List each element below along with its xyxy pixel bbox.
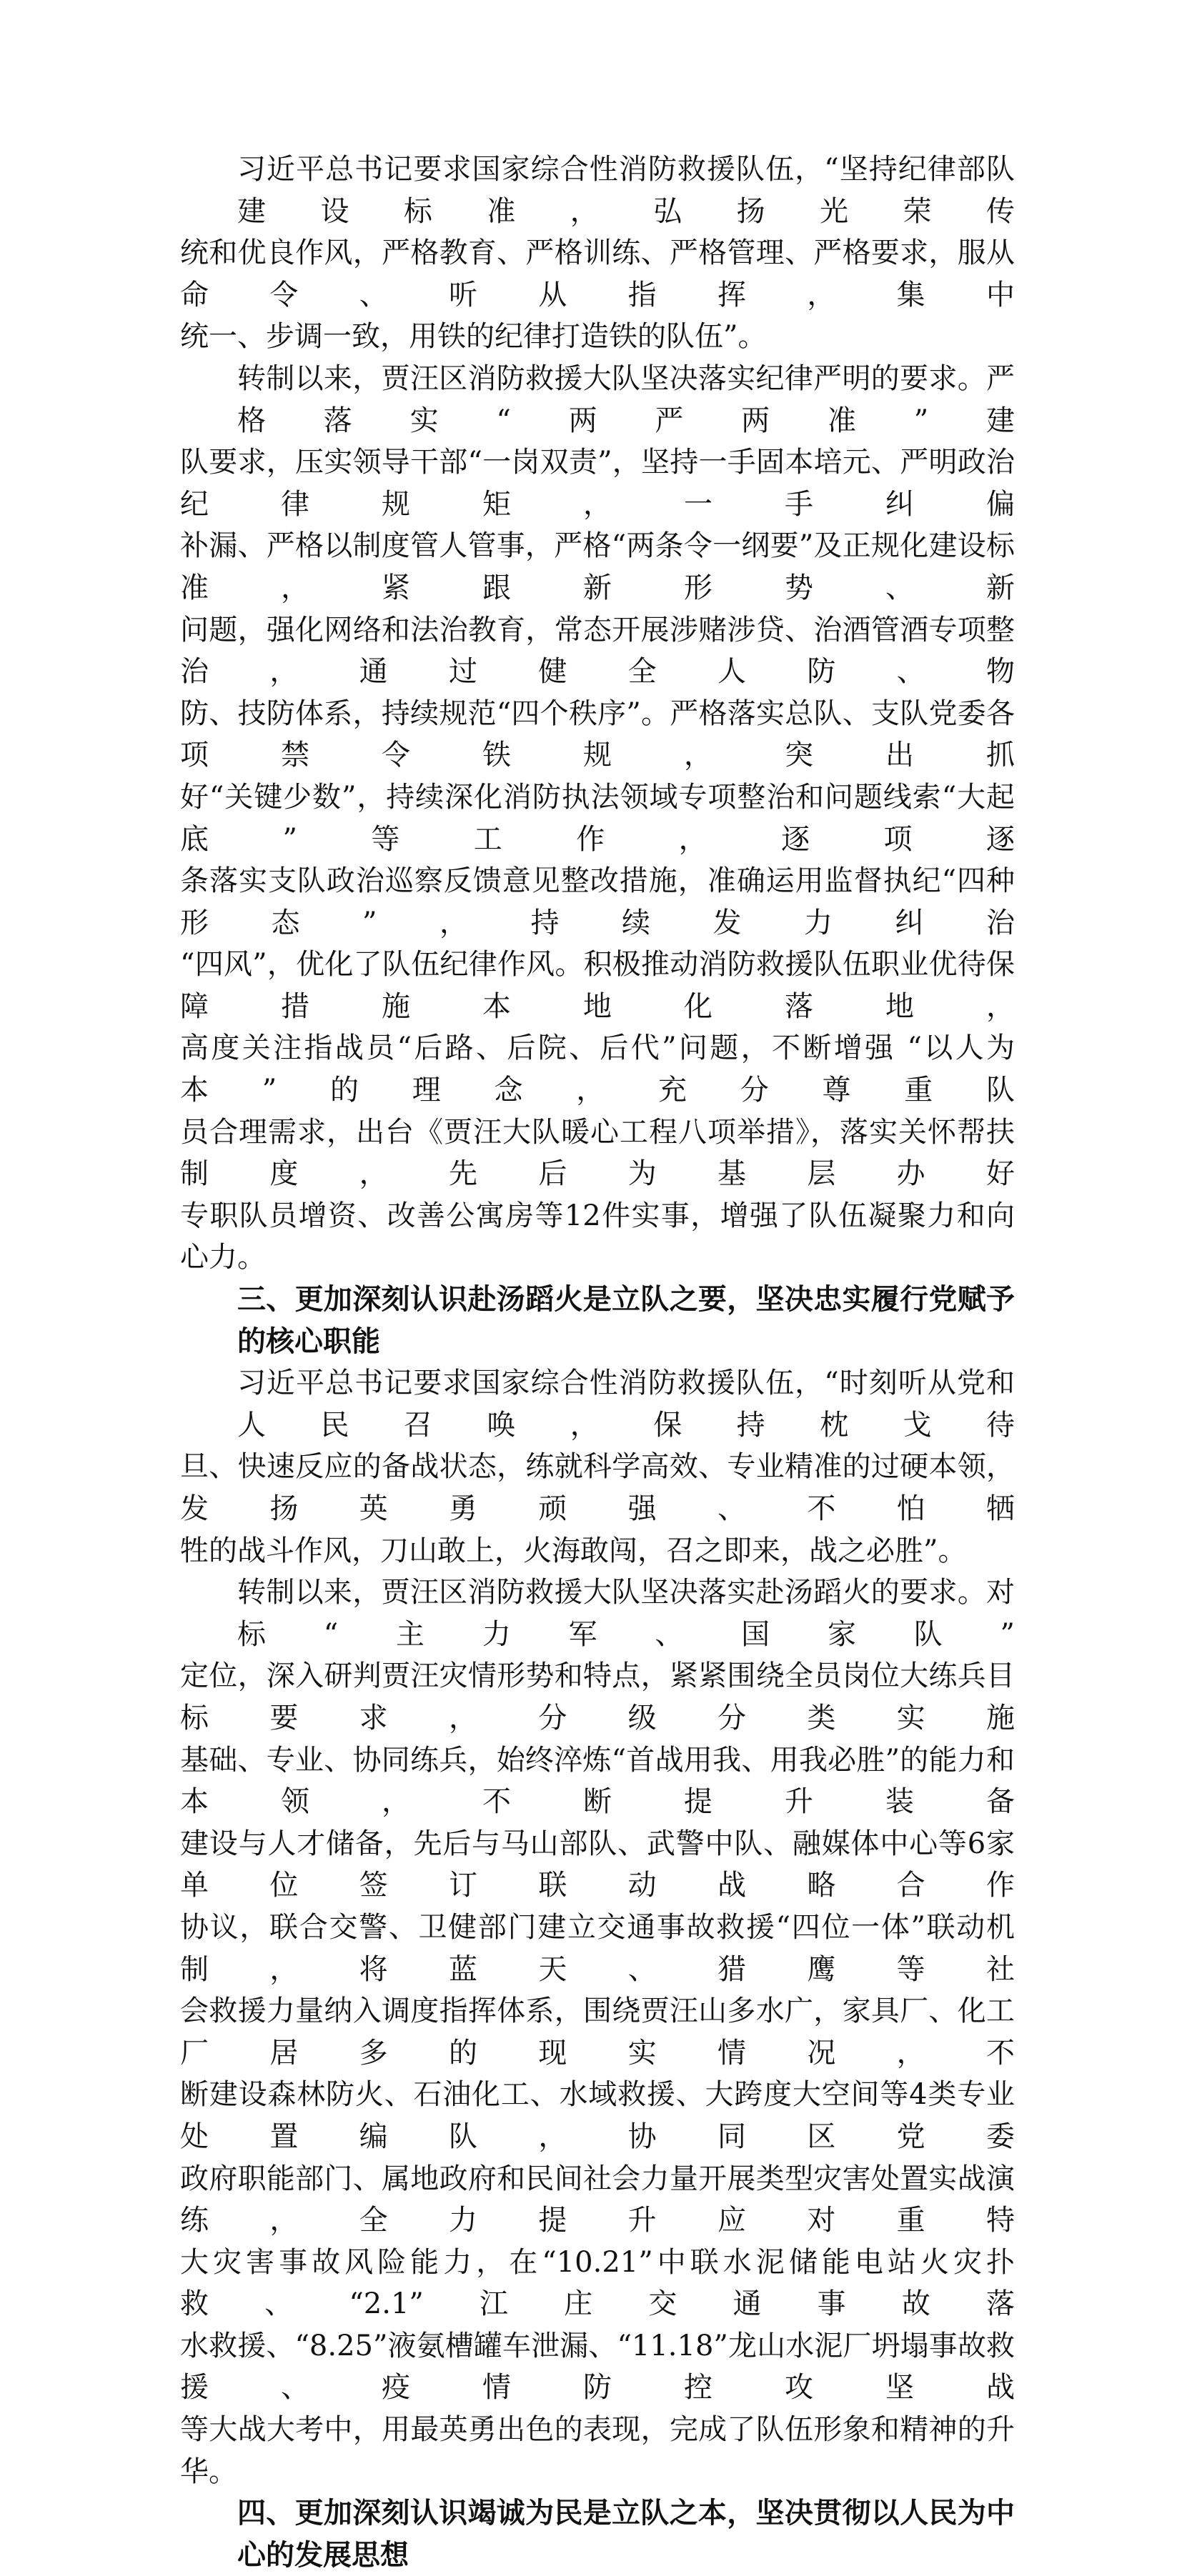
text-line: 基础、专业、协同练兵，始终淬炼“首战用我、用我必胜”的能力和本领，不断提升装备	[180, 1743, 1015, 1819]
paragraph	[180, 358, 1015, 1279]
text-line: 断建设森林防火、石油化工、水域救援、大跨度大空间等4类专业处置编队，协同区党委	[180, 2078, 1015, 2153]
text-line: 防、技防体系，持续规范“四个秩序”。严格落实总队、支队党委各项禁令铁规，突出抓	[180, 697, 1015, 772]
text-line: 四、更加深刻认识竭诚为民是立队之本，坚决贯彻以人民为中心的发展思想	[237, 2496, 1015, 2572]
text-line: 队要求，压实领导干部“一岗双责”，坚持一手固本培元、严明政治纪律规矩，一手纠偏	[180, 446, 1015, 521]
section-heading	[180, 1279, 1015, 1362]
text-line: 条落实支队政治巡察反馈意见整改措施，准确运用监督执纪“四种形态”，持续发力纠治	[180, 864, 1015, 939]
text-line: 大灾害事故风险能力，在“10.21”中联水泥储能电站火灾扑救、“2.1”江庄交通事故落	[180, 2245, 1015, 2321]
document-page	[180, 149, 1015, 2576]
text-line: 会救援力量纳入调度指挥体系，围绕贾汪山多水广，家具厂、化工厂居多的现实情况，不	[180, 1995, 1015, 2070]
text-line: 协议，联合交警、卫健部门建立交通事故救援“四位一体”联动机制，将蓝天、猎鹰等社	[180, 1910, 1015, 1986]
text-line: 补漏、严格以制度管人管事，严格“两条令一纲要”及正规化建设标准，紧跟新形势、新	[180, 529, 1015, 604]
text-line: 习近平总书记要求国家综合性消防救援队伍，“坚持纪律部队建设标准，弘扬光荣传	[237, 153, 1015, 228]
text-line: 等大战大考中，用最英勇出色的表现，完成了队伍形象和精神的升华。	[180, 2413, 1015, 2488]
paragraph	[180, 1572, 1015, 2492]
text-line: 专职队员增资、改善公寓房等12件实事，增强了队伍凝聚力和向心力。	[180, 1199, 1015, 1274]
text-line: “四风”，优化了队伍纪律作风。积极推动消防救援队伍职业优待保障措施本地化落地，	[180, 948, 1015, 1023]
text-line: 问题，强化网络和法治教育，常态开展涉赌涉贷、治酒管酒专项整治，通过健全人防、物	[180, 613, 1015, 689]
section-heading	[180, 2492, 1015, 2576]
text-line: 转制以来，贾汪区消防救援大队坚决落实赴汤蹈火的要求。对标“主力军、国家队”	[237, 1576, 1015, 1651]
text-line: 习近平总书记要求国家综合性消防救援队伍，“时刻听从党和人民召唤，保持枕戈待	[237, 1367, 1015, 1442]
text-line: 高度关注指战员“后路、后院、后代”问题，不断增强 “以人为本”的理念，充分尊重队	[180, 1032, 1015, 1107]
text-line: 三、更加深刻认识赴汤蹈火是立队之要，坚决忠实履行党赋予的核心职能	[237, 1282, 1015, 1358]
text-line: 统和优良作风，严格教育、严格训练、严格管理、严格要求，服从命令、听从指挥，集中	[180, 236, 1015, 311]
text-line: 牲的战斗作风，刀山敢上，火海敢闯，召之即来，战之必胜”。	[180, 1534, 967, 1567]
text-line: 建设与人才储备，先后与马山部队、武警中队、融媒体中心等6家单位签订联动战略合作	[180, 1827, 1015, 1902]
text-line: 统一、步调一致，用铁的纪律打造铁的队伍”。	[180, 320, 767, 354]
text-line: 政府职能部门、属地政府和民间社会力量开展类型灾害处置实战演练，全力提升应对重特	[180, 2162, 1015, 2237]
text-line: 水救援、“8.25”液氨槽罐车泄漏、“11.18”龙山水泥厂坍塌事故救援、疫情防控攻坚战	[180, 2329, 1015, 2405]
paragraph	[180, 1362, 1015, 1572]
text-line: 定位，深入研判贾汪灾情形势和特点，紧紧围绕全员岗位大练兵目标要求，分级分类实施	[180, 1659, 1015, 1734]
text-line: 转制以来，贾汪区消防救援大队坚决落实纪律严明的要求。严格落实“两严两准”建	[237, 361, 1015, 437]
paragraph	[180, 149, 1015, 358]
text-line: 好“关键少数”，持续深化消防执法领域专项整治和问题线索“大起底”等工作，逐项逐	[180, 780, 1015, 856]
text-line: 员合理需求，出台《贾汪大队暖心工程八项举措》，落实关怀帮扶制度，先后为基层办好	[180, 1115, 1015, 1191]
text-line: 旦、快速反应的备战状态，练就科学高效、专业精准的过硬本领，发扬英勇顽强、不怕牺	[180, 1450, 1015, 1525]
